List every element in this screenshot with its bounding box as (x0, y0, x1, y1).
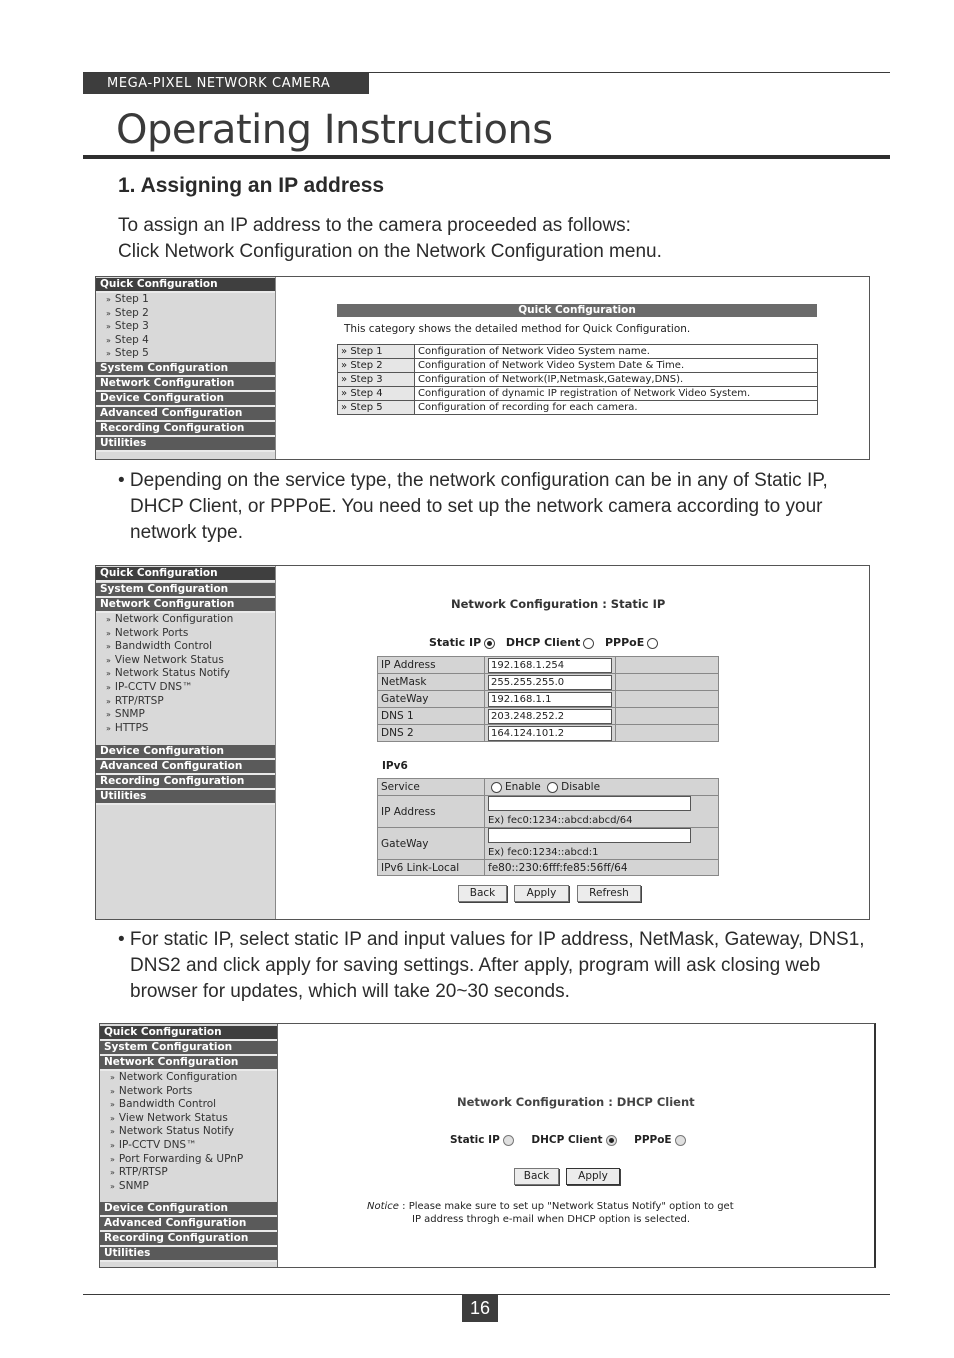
menu-network-configuration-sub[interactable]: » Network Configuration (106, 613, 234, 625)
menu-quick-configuration[interactable]: Quick Configuration (96, 567, 275, 582)
radio-icon[interactable] (503, 1135, 514, 1146)
table-row: » Step 1 Configuration of Network Video System name. (338, 345, 818, 359)
menu-device-configuration[interactable]: Device Configuration (96, 392, 275, 407)
dhcp-client-option[interactable]: DHCP Client (506, 636, 597, 649)
menu-utilities[interactable]: Utilities (96, 437, 275, 452)
menu-rtp-rtsp[interactable]: » RTP/RTSP (110, 1166, 168, 1179)
intro-line-1: To assign an IP address to the camera proceeded as follows: (118, 215, 631, 236)
menu-network-status-notify[interactable]: » Network Status Notify (110, 1125, 234, 1138)
section-heading: 1. Assigning an IP address (118, 174, 385, 197)
radio-icon[interactable] (491, 782, 502, 793)
pppoe-option[interactable]: PPPoE (634, 1134, 688, 1146)
dhcp-notice: Notice : Please make sure to set up "Network Status Notify" option to get IP address throgh e-mail when DHCP option is selected. (367, 1201, 734, 1225)
menu-bandwidth-control[interactable]: » Bandwidth Control (110, 1098, 217, 1111)
menu-advanced-configuration[interactable]: Advanced Configuration (100, 1217, 277, 1232)
menu-rtp-rtsp[interactable]: » RTP/RTSP (106, 694, 164, 707)
dns1-input[interactable]: 203.248.252.2 (488, 709, 612, 724)
ipv6-form (377, 778, 719, 876)
screenshot-quick-config (95, 276, 870, 460)
quick-config-title: Quick Configuration (337, 304, 817, 317)
menu-snmp[interactable]: » SNMP (110, 1179, 149, 1192)
quick-config-table (337, 344, 818, 415)
static-ip-option[interactable]: Static IP (429, 636, 498, 649)
screenshot-dhcp-client (99, 1023, 876, 1268)
notice-line-1: Please make sure to set up "Network Status Notify" option to get (408, 1201, 734, 1212)
back-button[interactable]: Back (458, 885, 507, 902)
menu-view-network-status[interactable]: » View Network Status (110, 1111, 228, 1124)
menu-network-configuration[interactable]: Network Configuration (96, 377, 275, 392)
radio-icon[interactable] (547, 782, 558, 793)
radio-icon[interactable] (606, 1135, 617, 1146)
dhcp-client-title: Network Configuration : DHCP Client (457, 1095, 695, 1109)
menu-step-4[interactable]: » Step 4 (106, 333, 149, 346)
radio-icon[interactable] (484, 638, 495, 649)
side-menu (100, 1024, 278, 1267)
table-row: IP Address 192.168.1.254 (378, 657, 719, 674)
title-rule (83, 155, 890, 159)
intro-line-2: Click Network Configuration on the Network Configuration menu. (118, 241, 662, 262)
ipv6-address-example: Ex) fec0:1234::abcd:abcd/64 (488, 815, 633, 826)
table-row: » Step 3 Configuration of Network(IP,Netmask,Gateway,DNS). (338, 373, 818, 387)
refresh-button[interactable]: Refresh (577, 885, 641, 902)
menu-advanced-configuration[interactable]: Advanced Configuration (96, 760, 275, 775)
menu-utilities[interactable]: Utilities (100, 1247, 277, 1262)
menu-bandwidth-control[interactable]: » Bandwidth Control (106, 640, 213, 653)
menu-view-network-status[interactable]: » View Network Status (106, 653, 224, 666)
apply-button[interactable]: Apply (514, 885, 569, 902)
brand-label: MEGA-PIXEL NETWORK CAMERA (83, 73, 369, 94)
menu-recording-configuration[interactable]: Recording Configuration (96, 422, 275, 437)
static-ip-title: Network Configuration : Static IP (451, 597, 666, 611)
menu-network-configuration[interactable]: Network Configuration (96, 598, 275, 613)
page-number: 16 (462, 1294, 498, 1322)
side-menu (96, 566, 276, 919)
menu-quick-configuration[interactable]: Quick Configuration (96, 278, 275, 293)
ipv6-gateway-input[interactable] (488, 828, 691, 843)
dhcp-client-option[interactable]: DHCP Client (531, 1134, 619, 1146)
ipv6-disable-option[interactable]: Disable (544, 781, 600, 793)
gateway-input[interactable]: 192.168.1.1 (488, 692, 612, 707)
radio-icon[interactable] (675, 1135, 686, 1146)
menu-system-configuration[interactable]: System Configuration (96, 583, 275, 598)
menu-recording-configuration[interactable]: Recording Configuration (96, 775, 275, 790)
table-row: » Step 2 Configuration of Network Video System Date & Time. (338, 359, 818, 373)
menu-step-2[interactable]: » Step 2 (106, 306, 149, 319)
ipv6-link-local-value: fe80::230:6fff:fe85:56ff/64 (485, 860, 719, 876)
menu-quick-configuration[interactable]: Quick Configuration (100, 1026, 277, 1041)
netmask-input[interactable]: 255.255.255.0 (488, 675, 612, 690)
menu-step-5[interactable]: » Step 5 (106, 347, 149, 360)
ipv6-heading: IPv6 (382, 760, 408, 772)
table-row: IP Address Ex) fec0:1234::abcd:abcd/64 (378, 796, 719, 828)
side-menu (96, 277, 276, 459)
notice-line-2: IP address throgh e-mail when DHCP option is selected. (412, 1214, 691, 1225)
table-row: Service Enable Disable (378, 779, 719, 796)
menu-network-configuration-sub[interactable]: » Network Configuration (110, 1071, 238, 1083)
table-row: » Step 5 Configuration of recording for each camera. (338, 401, 818, 415)
connection-type-options (450, 1134, 689, 1146)
static-ip-option[interactable]: Static IP (450, 1134, 517, 1146)
menu-snmp[interactable]: » SNMP (106, 708, 145, 721)
pppoe-option[interactable]: PPPoE (605, 636, 661, 649)
menu-system-configuration[interactable]: System Configuration (96, 362, 275, 377)
quick-config-description: This category shows the detailed method for Quick Configuration. (344, 323, 691, 335)
screenshot-static-ip (95, 565, 870, 920)
notice-label: Notice (367, 1201, 399, 1212)
menu-step-1[interactable]: » Step 1 (106, 293, 149, 305)
menu-step-3[interactable]: » Step 3 (106, 320, 149, 333)
table-row: DNS 1 203.248.252.2 (378, 708, 719, 725)
menu-advanced-configuration[interactable]: Advanced Configuration (96, 407, 275, 422)
menu-network-status-notify[interactable]: » Network Status Notify (106, 667, 230, 680)
menu-network-ports[interactable]: » Network Ports (110, 1084, 193, 1097)
table-row: GateWay 192.168.1.1 (378, 691, 719, 708)
menu-ip-cctv-dns[interactable]: » IP-CCTV DNS™ (106, 680, 193, 693)
back-button[interactable]: Back (514, 1168, 559, 1185)
menu-system-configuration[interactable]: System Configuration (100, 1041, 277, 1056)
dns2-input[interactable]: 164.124.101.2 (488, 726, 612, 741)
menu-utilities[interactable]: Utilities (96, 790, 275, 805)
connection-type-options (429, 636, 661, 649)
menu-network-configuration[interactable]: Network Configuration (100, 1056, 277, 1071)
menu-ip-cctv-dns[interactable]: » IP-CCTV DNS™ (110, 1138, 197, 1151)
ipv6-address-input[interactable] (488, 796, 691, 811)
table-row: IPv6 Link-Local fe80::230:6fff:fe85:56ff/64 (378, 860, 719, 876)
menu-device-configuration[interactable]: Device Configuration (96, 745, 275, 760)
bullet-static-ip: • For static IP, select static IP and input values for IP address, NetMask, Gateway, DNS1, DNS2 and click apply for saving settings. After apply, program will ask closing web browser for updates, which will take 20~30 seconds. (118, 929, 865, 1002)
radio-icon[interactable] (583, 638, 594, 649)
ip-address-input[interactable]: 192.168.1.254 (488, 658, 612, 673)
ipv6-gateway-example: Ex) fec0:1234::abcd:1 (488, 847, 599, 858)
table-row: DNS 2 164.124.101.2 (378, 725, 719, 742)
apply-button[interactable]: Apply (566, 1168, 620, 1185)
static-ip-form (377, 656, 719, 742)
ipv6-enable-option[interactable]: Enable (488, 781, 541, 793)
page-title: Operating Instructions (116, 107, 553, 153)
menu-device-configuration[interactable]: Device Configuration (100, 1202, 277, 1217)
menu-network-ports[interactable]: » Network Ports (106, 626, 189, 639)
bullet-network-type: • Depending on the service type, the network configuration can be in any of Static IP, DHCP Client, or PPPoE. You need to set up the network camera according to your network type. (118, 470, 828, 543)
table-row: NetMask 255.255.255.0 (378, 674, 719, 691)
table-row: GateWay Ex) fec0:1234::abcd:1 (378, 828, 719, 860)
radio-icon[interactable] (647, 638, 658, 649)
menu-https[interactable]: » HTTPS (106, 721, 149, 734)
table-row: » Step 4 Configuration of dynamic IP registration of Network Video System. (338, 387, 818, 401)
menu-port-forwarding[interactable]: » Port Forwarding & UPnP (110, 1152, 244, 1165)
menu-recording-configuration[interactable]: Recording Configuration (100, 1232, 277, 1247)
